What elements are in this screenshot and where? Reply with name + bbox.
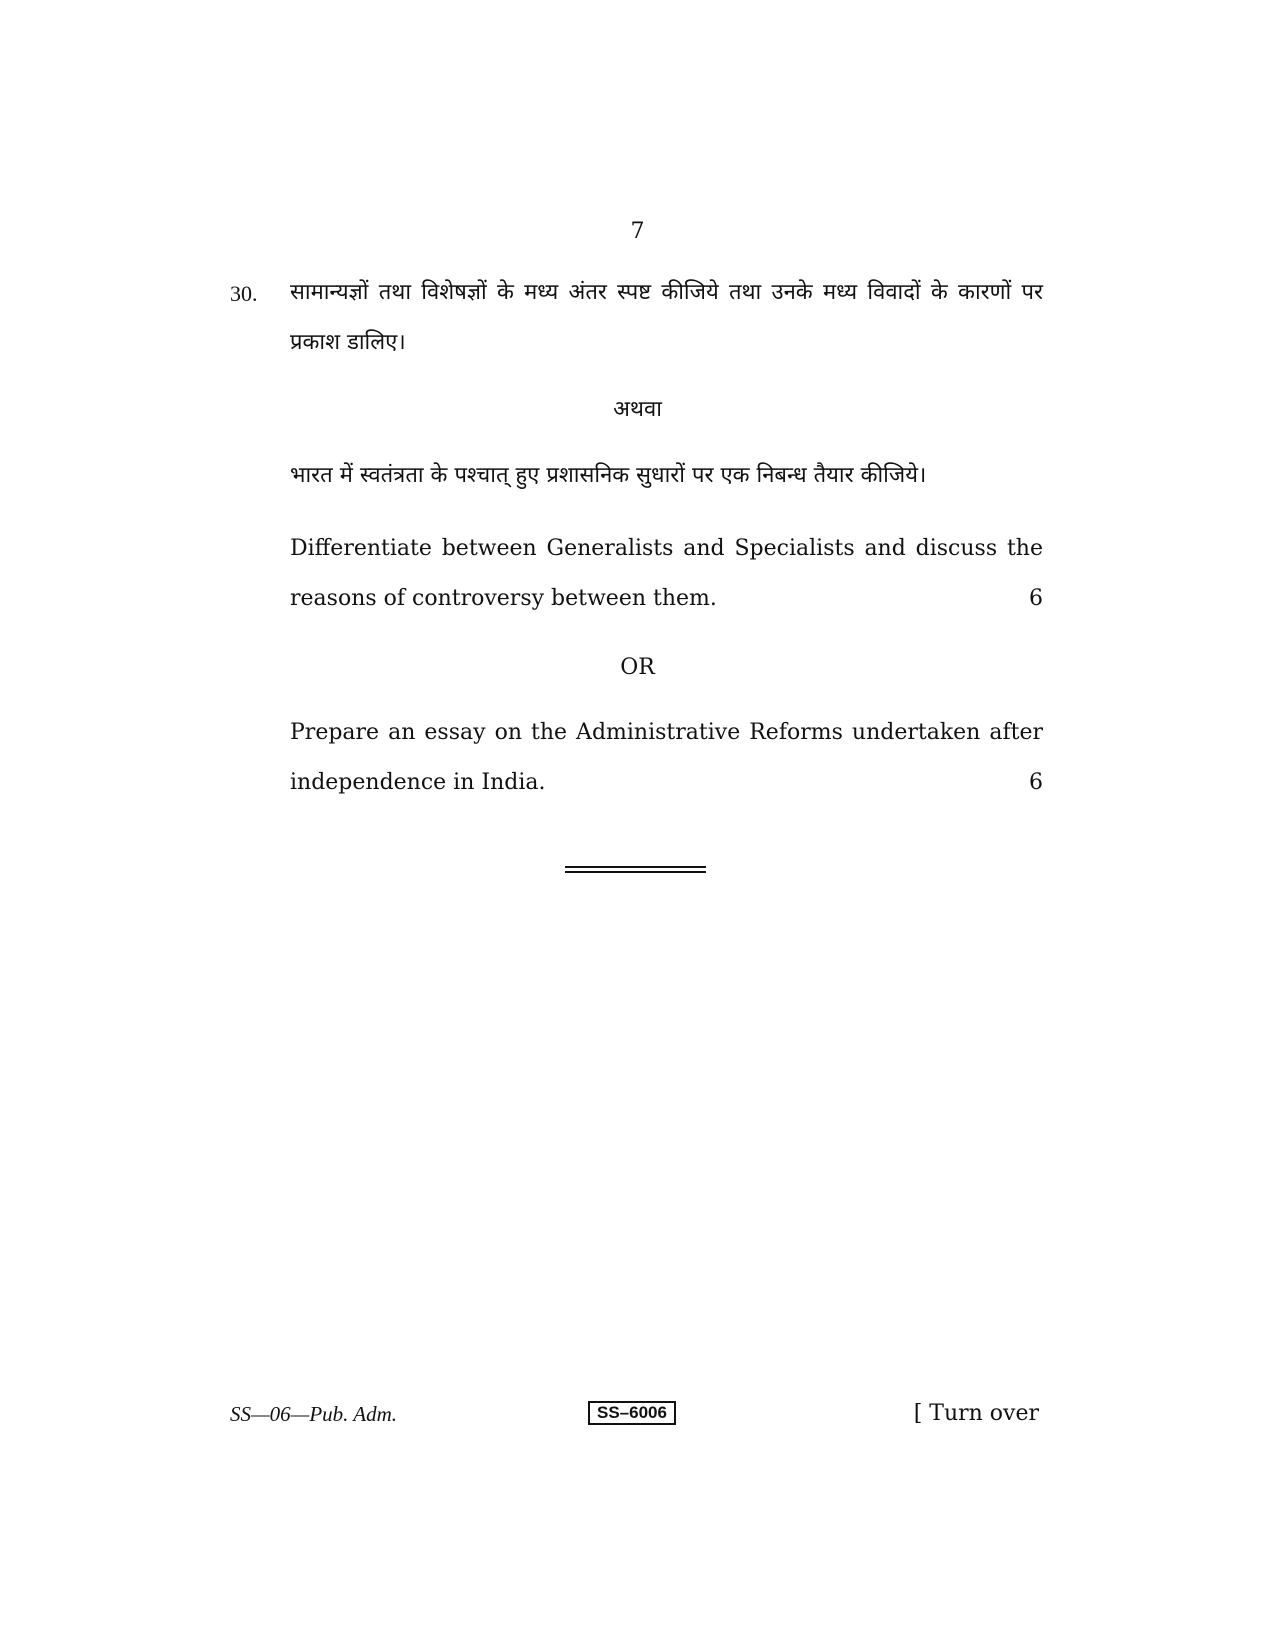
- question-marks: 6: [1029, 586, 1043, 611]
- hindi-or-label: अथवा: [613, 397, 662, 422]
- question-hindi-alternative: भारत में स्वतंत्रता के पश्चात् हुए प्रशासनिक सुधारों पर एक निबन्ध तैयार कीजिये।: [290, 463, 927, 488]
- english-question-line-2: [290, 574, 1043, 624]
- english-alternative-line-1: Prepare an essay on the Administrative Reforms undertaken after: [290, 720, 1043, 745]
- english-question-line-2-text: reasons of controversy between them.: [290, 586, 717, 611]
- alternative-marks: 6: [1029, 770, 1043, 795]
- page-number: 7: [630, 219, 645, 244]
- footer-turn-over: [ Turn over: [913, 1401, 1039, 1426]
- footer-paper-code-box: SS–6006: [588, 1401, 676, 1425]
- english-question-line-1: Differentiate between Generalists and Specialists and discuss the: [290, 536, 1043, 561]
- question-english-text: [290, 524, 1043, 624]
- english-alternative-line-2: [290, 758, 1043, 808]
- question-hindi-text: सामान्यज्ञों तथा विशेषज्ञों के मध्य अंतर स्पष्ट कीजिये तथा उनके मध्य विवादों के कारणों पर प्रकाश डालिए।: [290, 280, 1043, 355]
- english-alternative-line-2-text: independence in India.: [290, 770, 546, 795]
- question-english-alternative: [290, 708, 1043, 808]
- english-or-label: OR: [620, 655, 655, 680]
- footer-subject-code: SS—06—Pub. Adm.: [230, 1402, 398, 1426]
- question-number: 30.: [230, 281, 258, 306]
- end-double-rule: [565, 866, 706, 873]
